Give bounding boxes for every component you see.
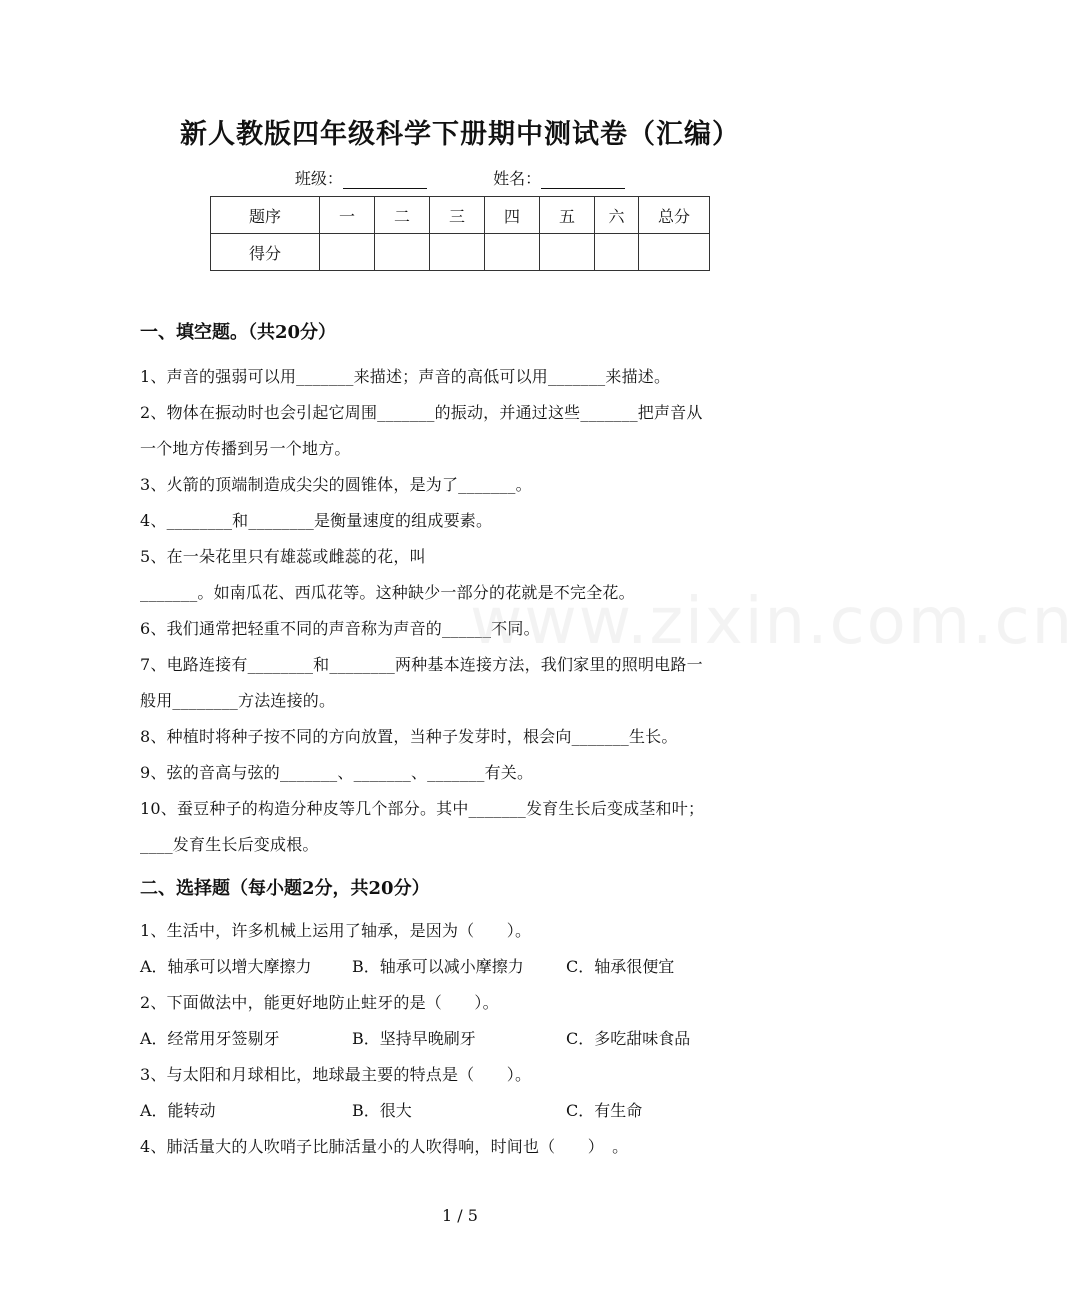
question-line: 1、声音的强弱可以用_______来描述；声音的高低可以用_______来描述。 xyxy=(140,367,671,386)
score-header-cell: 五 xyxy=(540,197,595,234)
option-b: B．很大 xyxy=(352,1101,412,1120)
score-cell xyxy=(540,234,595,271)
question-line: 3、火箭的顶端制造成尖尖的圆锥体，是为了_______。 xyxy=(140,475,532,494)
option-c: C．轴承很便宜 xyxy=(566,957,675,976)
score-cell xyxy=(485,234,540,271)
score-table xyxy=(210,196,710,271)
question-line: 9、弦的音高与弦的_______、_______、_______有关。 xyxy=(140,763,534,782)
option-a: A．能转动 xyxy=(140,1101,216,1120)
question-line: _______。如南瓜花、西瓜花等。这种缺少一部分的花就是不完全花。 xyxy=(140,583,635,602)
score-header-cell: 四 xyxy=(485,197,540,234)
watermark: www.zixin.com.cn xyxy=(470,585,1074,659)
question-line: 7、电路连接有________和________两种基本连接方法，我们家里的照明电路一 xyxy=(140,655,703,674)
score-cell xyxy=(595,234,639,271)
score-header-cell: 一 xyxy=(320,197,375,234)
question-line: 10、蚕豆种子的构造分种皮等几个部分。其中_______发育生长后变成茎和叶； xyxy=(140,799,705,818)
score-table-header-row xyxy=(211,197,710,234)
score-header-cell: 题序 xyxy=(211,197,320,234)
question-line: ____发育生长后变成根。 xyxy=(140,835,319,854)
section1-heading: 一、填空题。（共20分） xyxy=(140,322,337,343)
score-cell xyxy=(639,234,710,271)
score-cell xyxy=(430,234,485,271)
score-cell xyxy=(375,234,430,271)
option-c: C．多吃甜味食品 xyxy=(566,1029,691,1048)
question-line: 2、物体在振动时也会引起它周围_______的振动，并通过这些_______把声音从 xyxy=(140,403,703,422)
question-line: 4、肺活量大的人吹哨子比肺活量小的人吹得响，时间也（ ） 。 xyxy=(140,1137,629,1156)
score-table-score-row xyxy=(211,234,710,271)
class-blank xyxy=(343,172,427,189)
section2-heading: 二、选择题（每小题2分，共20分） xyxy=(140,878,430,899)
option-a: A．轴承可以增大摩擦力 xyxy=(140,957,312,976)
page-number: 1 / 5 xyxy=(442,1206,478,1225)
option-b: B．坚持早晚刷牙 xyxy=(352,1029,476,1048)
question-line: 2、下面做法中，能更好地防止蛀牙的是（ ）。 xyxy=(140,993,499,1012)
class-label: 班级： xyxy=(294,169,343,188)
option-c: C．有生命 xyxy=(566,1101,643,1120)
score-header-cell: 六 xyxy=(595,197,639,234)
question-line: 1、生活中，许多机械上运用了轴承，是因为（ ）。 xyxy=(140,921,532,940)
score-header-cell: 总分 xyxy=(639,197,710,234)
option-a: A．经常用牙签剔牙 xyxy=(140,1029,280,1048)
name-blank xyxy=(541,172,625,189)
question-line: 4、________和________是衡量速度的组成要素。 xyxy=(140,511,493,530)
question-line: 3、与太阳和月球相比，地球最主要的特点是（ ）。 xyxy=(140,1065,532,1084)
question-line: 一个地方传播到另一个地方。 xyxy=(140,439,351,458)
question-line: 8、种植时将种子按不同的方向放置，当种子发芽时，根会向_______生长。 xyxy=(140,727,678,746)
question-line: 般用________方法连接的。 xyxy=(140,691,336,710)
page-title: 新人教版四年级科学下册期中测试卷（汇编） xyxy=(180,119,740,150)
name-label: 姓名： xyxy=(493,169,542,188)
question-line: 5、在一朵花里只有雄蕊或雌蕊的花，叫 xyxy=(140,547,426,566)
score-cell xyxy=(320,234,375,271)
score-header-cell: 三 xyxy=(430,197,485,234)
student-info xyxy=(0,166,920,189)
question-line: 6、我们通常把轻重不同的声音称为声音的______不同。 xyxy=(140,619,540,638)
score-header-cell: 二 xyxy=(375,197,430,234)
score-row-label: 得分 xyxy=(211,234,320,271)
option-b: B．轴承可以减小摩擦力 xyxy=(352,957,524,976)
